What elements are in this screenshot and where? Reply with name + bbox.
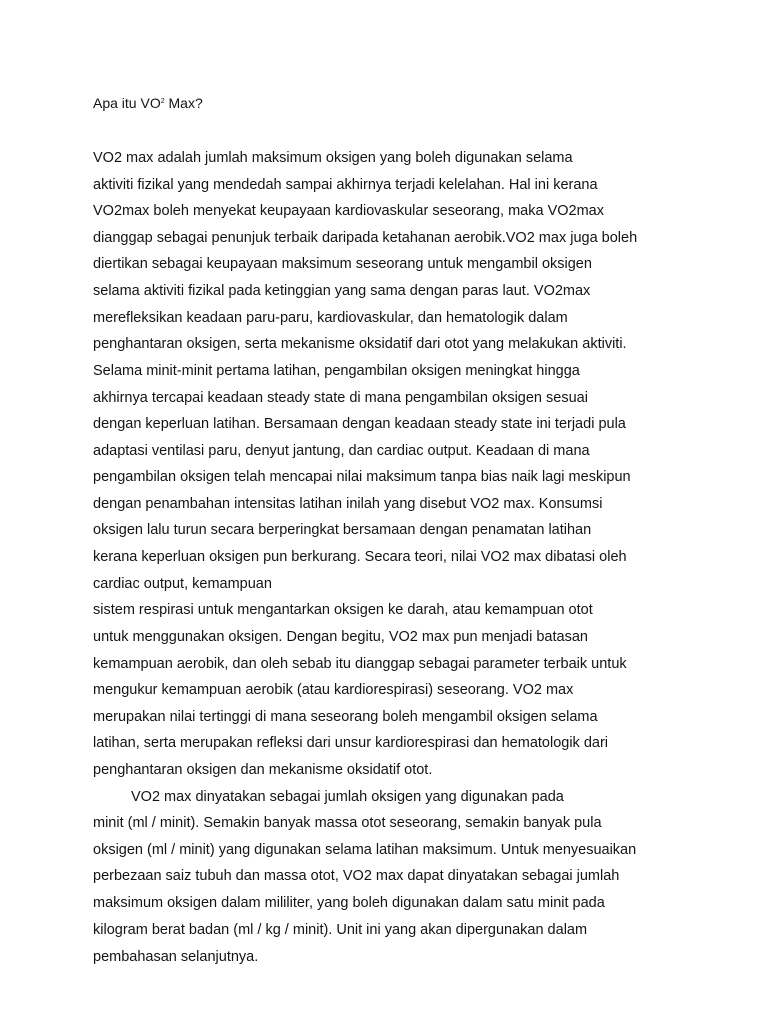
body-line-4: dianggap sebagai penunjuk terbaik daripada ketahanan aerobik.VO2 max juga boleh (93, 230, 638, 246)
body-line-6: selama aktiviti fizikal pada ketinggian yang sama dengan paras laut. VO2max (93, 283, 591, 299)
body-line-9: Selama minit-minit pertama latihan, pengambilan oksigen meningkat hingga (93, 363, 580, 379)
body-line-13: pengambilan oksigen telah mencapai nilai maksimum tanpa bias naik lagi meskipun (93, 469, 631, 485)
body-line-30: kilogram berat badan (ml / kg / minit). Unit ini yang akan dipergunakan dalam (93, 922, 588, 938)
body-line-27: oksigen (ml / minit) yang digunakan selama latihan maksimum. Untuk menyesuaikan (93, 842, 637, 858)
title-prefix: Apa itu VO (93, 95, 161, 111)
body-line-23: latihan, serta merupakan refleksi dari unsur kardiorespirasi dan hematologik dari (93, 735, 609, 751)
document-title (93, 93, 203, 113)
body-line-29: maksimum oksigen dalam mililiter, yang boleh digunakan dalam satu minit pada (93, 895, 605, 911)
body-line-15: oksigen lalu turun secara berperingkat bersamaan dengan penamatan latihan (93, 522, 592, 538)
body-line-3: VO2max boleh menyekat keupayaan kardiovaskular seseorang, maka VO2max (93, 203, 604, 219)
title-suffix: Max? (164, 95, 203, 111)
body-line-14: dengan penambahan intensitas latihan inilah yang disebut VO2 max. Konsumsi (93, 496, 603, 512)
body-line-2: aktiviti fizikal yang mendedah sampai akhirnya terjadi kelelahan. Hal ini kerana (93, 177, 598, 193)
body-line-21: mengukur kemampuan aerobik (atau kardiorespirasi) seseorang. VO2 max (93, 682, 574, 698)
body-line-11: dengan keperluan latihan. Bersamaan dengan keadaan steady state ini terjadi pula (93, 416, 626, 432)
body-line-26: minit (ml / minit). Semakin banyak massa otot seseorang, semakin banyak pula (93, 815, 602, 831)
body-line-1: VO2 max adalah jumlah maksimum oksigen yang boleh digunakan selama (93, 150, 573, 166)
body-line-28: perbezaan saiz tubuh dan massa otot, VO2 max dapat dinyatakan sebagai jumlah (93, 868, 620, 884)
body-line-20: kemampuan aerobik, dan oleh sebab itu dianggap sebagai parameter terbaik untuk (93, 656, 627, 672)
body-line-31: pembahasan selanjutnya. (93, 949, 259, 965)
body-line-25: VO2 max dinyatakan sebagai jumlah oksigen yang digunakan pada (131, 789, 564, 805)
body-line-16: kerana keperluan oksigen pun berkurang. Secara teori, nilai VO2 max dibatasi oleh (93, 549, 627, 565)
body-line-22: merupakan nilai tertinggi di mana seseorang boleh mengambil oksigen selama (93, 709, 598, 725)
body-line-8: penghantaran oksigen, serta mekanisme oksidatif dari otot yang melakukan aktiviti. (93, 336, 627, 352)
body-line-19: untuk menggunakan oksigen. Dengan begitu, VO2 max pun menjadi batasan (93, 629, 588, 645)
body-line-18: sistem respirasi untuk mengantarkan oksigen ke darah, atau kemampuan otot (93, 602, 593, 618)
body-line-10: akhirnya tercapai keadaan steady state di mana pengambilan oksigen sesuai (93, 390, 588, 406)
body-line-24: penghantaran oksigen dan mekanisme oksidatif otot. (93, 762, 433, 778)
body-line-7: merefleksikan keadaan paru-paru, kardiovaskular, dan hematologik dalam (93, 310, 568, 326)
body-line-17: cardiac output, kemampuan (93, 576, 272, 592)
title-superscript: 2 (160, 98, 165, 105)
body-line-12: adaptasi ventilasi paru, denyut jantung, dan cardiac output. Keadaan di mana (93, 443, 590, 459)
body-line-5: diertikan sebagai keupayaan maksimum seseorang untuk mengambil oksigen (93, 256, 592, 272)
